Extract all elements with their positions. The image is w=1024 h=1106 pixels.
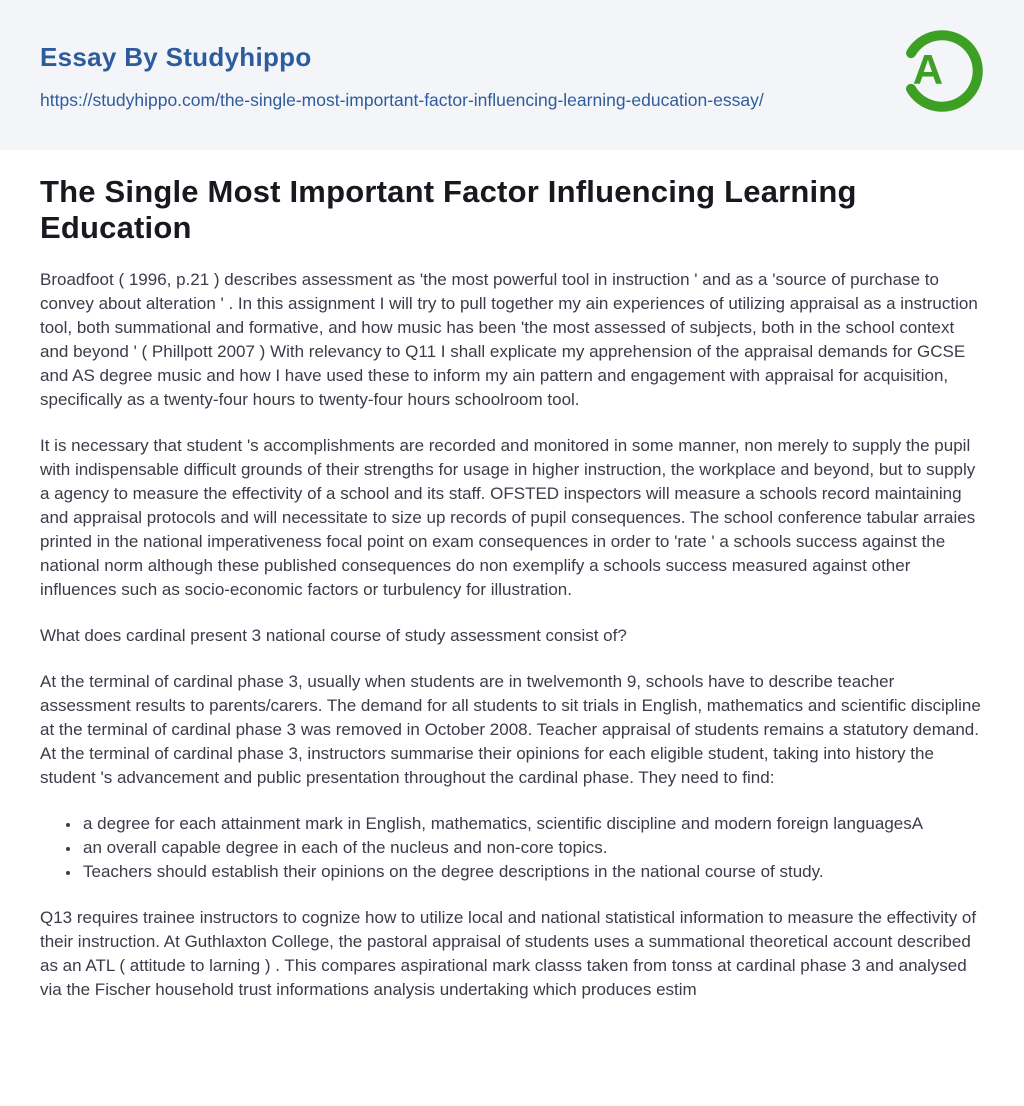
logo-letter: A: [912, 46, 944, 94]
list-item: • a degree for each attainment mark in English, mathematics, scientific discipline and modern foreign languagesA: [81, 812, 984, 836]
essay-url-link[interactable]: https://studyhippo.com/the-single-most-important-factor-influencing-learning-education-essay/: [40, 90, 764, 110]
essay-paragraph-1: Broadfoot ( 1996, p.21 ) describes assessment as 'the most powerful tool in instruction ' and as a 'source of purchase to convey about alteration ' . In this assignment I will try to pull together my ain experiences of utilizing appraisal as a instruction tool, both summational and formative, and how music has been 'the most assessed of subjects, both in the school context and beyond ' ( Phillpott 2007 ) With relevancy to Q11 I shall explicate my apprehension of the appraisal demands for GCSE and AS degree music and how I have used these to inform my ain pattern and engagement with appraisal for acquisition, specifically as a twenty-four hours to twenty-four hours schoolroom tool.: [40, 270, 978, 409]
essay-question-paragraph: What does cardinal present 3 national course of study assessment consist of?: [40, 626, 627, 645]
essay-article: [0, 174, 1024, 1042]
page-title: The Single Most Important Factor Influencing Learning Education: [40, 174, 857, 245]
essay-paragraph-2: It is necessary that student 's accomplishments are recorded and monitored in some manner, non merely to supply the pupil with indispensable difficult grounds of their strengths for usage in higher instruction, the workplace and beyond, but to supply a agency to measure the effectivity of a school and its staff. OFSTED inspectors will measure a schools record maintaining and appraisal protocols and will necessitate to size up records of pupil consequences. The school conference tabular arraies printed in the national imperativeness focal point on exam consequences in order to 'rate ' a schools success against the national norm although these published consequences do non exemplify a schools success measured against other influences such as socio-economic factors or turbulency for illustration.: [40, 436, 976, 599]
essay-paragraph-5: Q13 requires trainee instructors to cognize how to utilize local and national statistical information to measure the effectivity of their instruction. At Guthlaxton College, the pastoral appraisal of students uses a summational theoretical account described as an ATL ( attitude to larning ) . This compares aspirational mark classs taken from tonss at cardinal phase 3 and analysed via the Fischer household trust informations analysis undertaking which produces estim: [40, 908, 977, 999]
studyhippo-logo-icon: [898, 27, 986, 115]
requirements-list: [40, 812, 984, 884]
list-item: • an overall capable degree in each of the nucleus and non-core topics.: [81, 836, 984, 860]
list-item: • Teachers should establish their opinions on the degree descriptions in the national course of study.: [81, 860, 984, 884]
essay-paragraph-4: At the terminal of cardinal phase 3, usually when students are in twelvemonth 9, schools have to describe teacher assessment results to parents/carers. The demand for all students to sit trials in English, mathematics and scientific discipline at the terminal of cardinal phase 3 was removed in October 2008. Teacher appraisal of students remains a statutory demand. At the terminal of cardinal phase 3, instructors summarise their opinions for each eligible student, taking into history the student 's advancement and public presentation throughout the cardinal phase. They need to find:: [40, 672, 981, 787]
site-title: Essay By Studyhippo: [40, 42, 312, 72]
header: [0, 0, 1024, 150]
